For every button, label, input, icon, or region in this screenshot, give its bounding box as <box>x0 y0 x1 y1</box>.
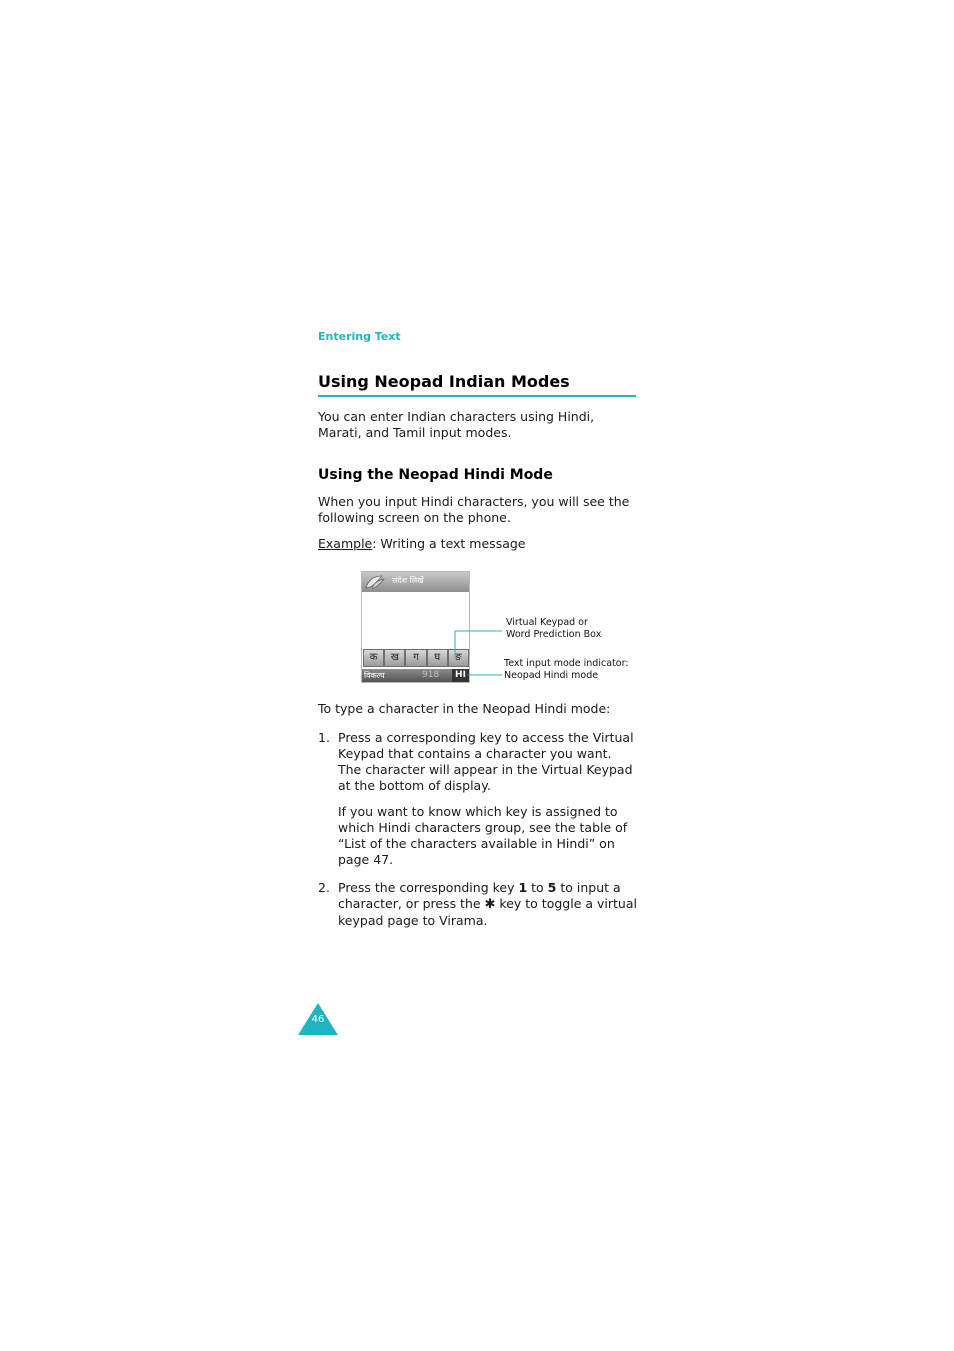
input-mode-indicator: HI <box>452 669 469 682</box>
mode-callout-line2: Neopad Hindi mode <box>504 670 599 681</box>
phone-title-text: संदेश लिखें <box>392 576 424 585</box>
keypad-callout-line2: Word Prediction Box <box>506 629 602 640</box>
step-text-part: key to toggle a virtual keypad page to Virama. <box>338 896 637 928</box>
keypad-key: ग <box>406 650 425 666</box>
keypad-key: घ <box>428 650 447 666</box>
step-number: 2. <box>318 880 330 895</box>
subsection-title: Using the Neopad Hindi Mode <box>318 467 553 483</box>
to-type-paragraph: To type a character in the Neopad Hindi mode: <box>318 701 611 716</box>
keypad-key: ङ <box>449 650 468 666</box>
key-five: 5 <box>547 880 557 895</box>
keypad-callout <box>506 617 601 641</box>
mode-callout <box>504 658 629 682</box>
options-softkey: विकल्प <box>364 671 385 680</box>
keypad-callout-line <box>455 631 502 658</box>
step-text: Press a corresponding key to access the Virtual Keypad that contains a character you want. The character will appear in the Virtual Keypad at the bottom of display. <box>338 730 634 793</box>
mode-callout-line1: Text input mode indicator: <box>504 658 629 669</box>
step-text <box>338 880 638 929</box>
phone-title-bar <box>362 572 469 592</box>
example-label: Example <box>318 536 373 551</box>
section-header: Entering Text <box>318 330 401 343</box>
intro-paragraph: You can enter Indian characters using Hindi, Marati, and Tamil input modes. <box>318 409 595 440</box>
step-text-part: to input a character, or press the <box>338 880 621 911</box>
step-text-part: to <box>527 880 548 895</box>
leaf-logo-icon <box>364 574 386 590</box>
char-counter: 918 <box>422 670 440 680</box>
keypad-key: ख <box>385 650 404 666</box>
example-text: : Writing a text message <box>372 536 526 551</box>
keypad-callout-line1: Virtual Keypad or <box>506 617 588 628</box>
key-one: 1 <box>518 880 528 895</box>
example-line <box>318 536 638 552</box>
step-text-part: Press the corresponding key <box>338 880 519 895</box>
keypad-key: क <box>364 650 383 666</box>
step-number: 1. <box>318 730 330 745</box>
description-paragraph: When you input Hindi characters, you will see the following screen on the phone. <box>318 494 630 525</box>
callout-lines <box>440 620 510 690</box>
star-key-icon: ✱ <box>484 897 496 912</box>
page-number: 46 <box>311 1014 325 1025</box>
page-title: Using Neopad Indian Modes <box>318 372 636 397</box>
step-note: If you want to know which key is assigned to which Hindi characters group, see the table of “List of the characters available in Hindi” on page 47. <box>338 804 628 867</box>
